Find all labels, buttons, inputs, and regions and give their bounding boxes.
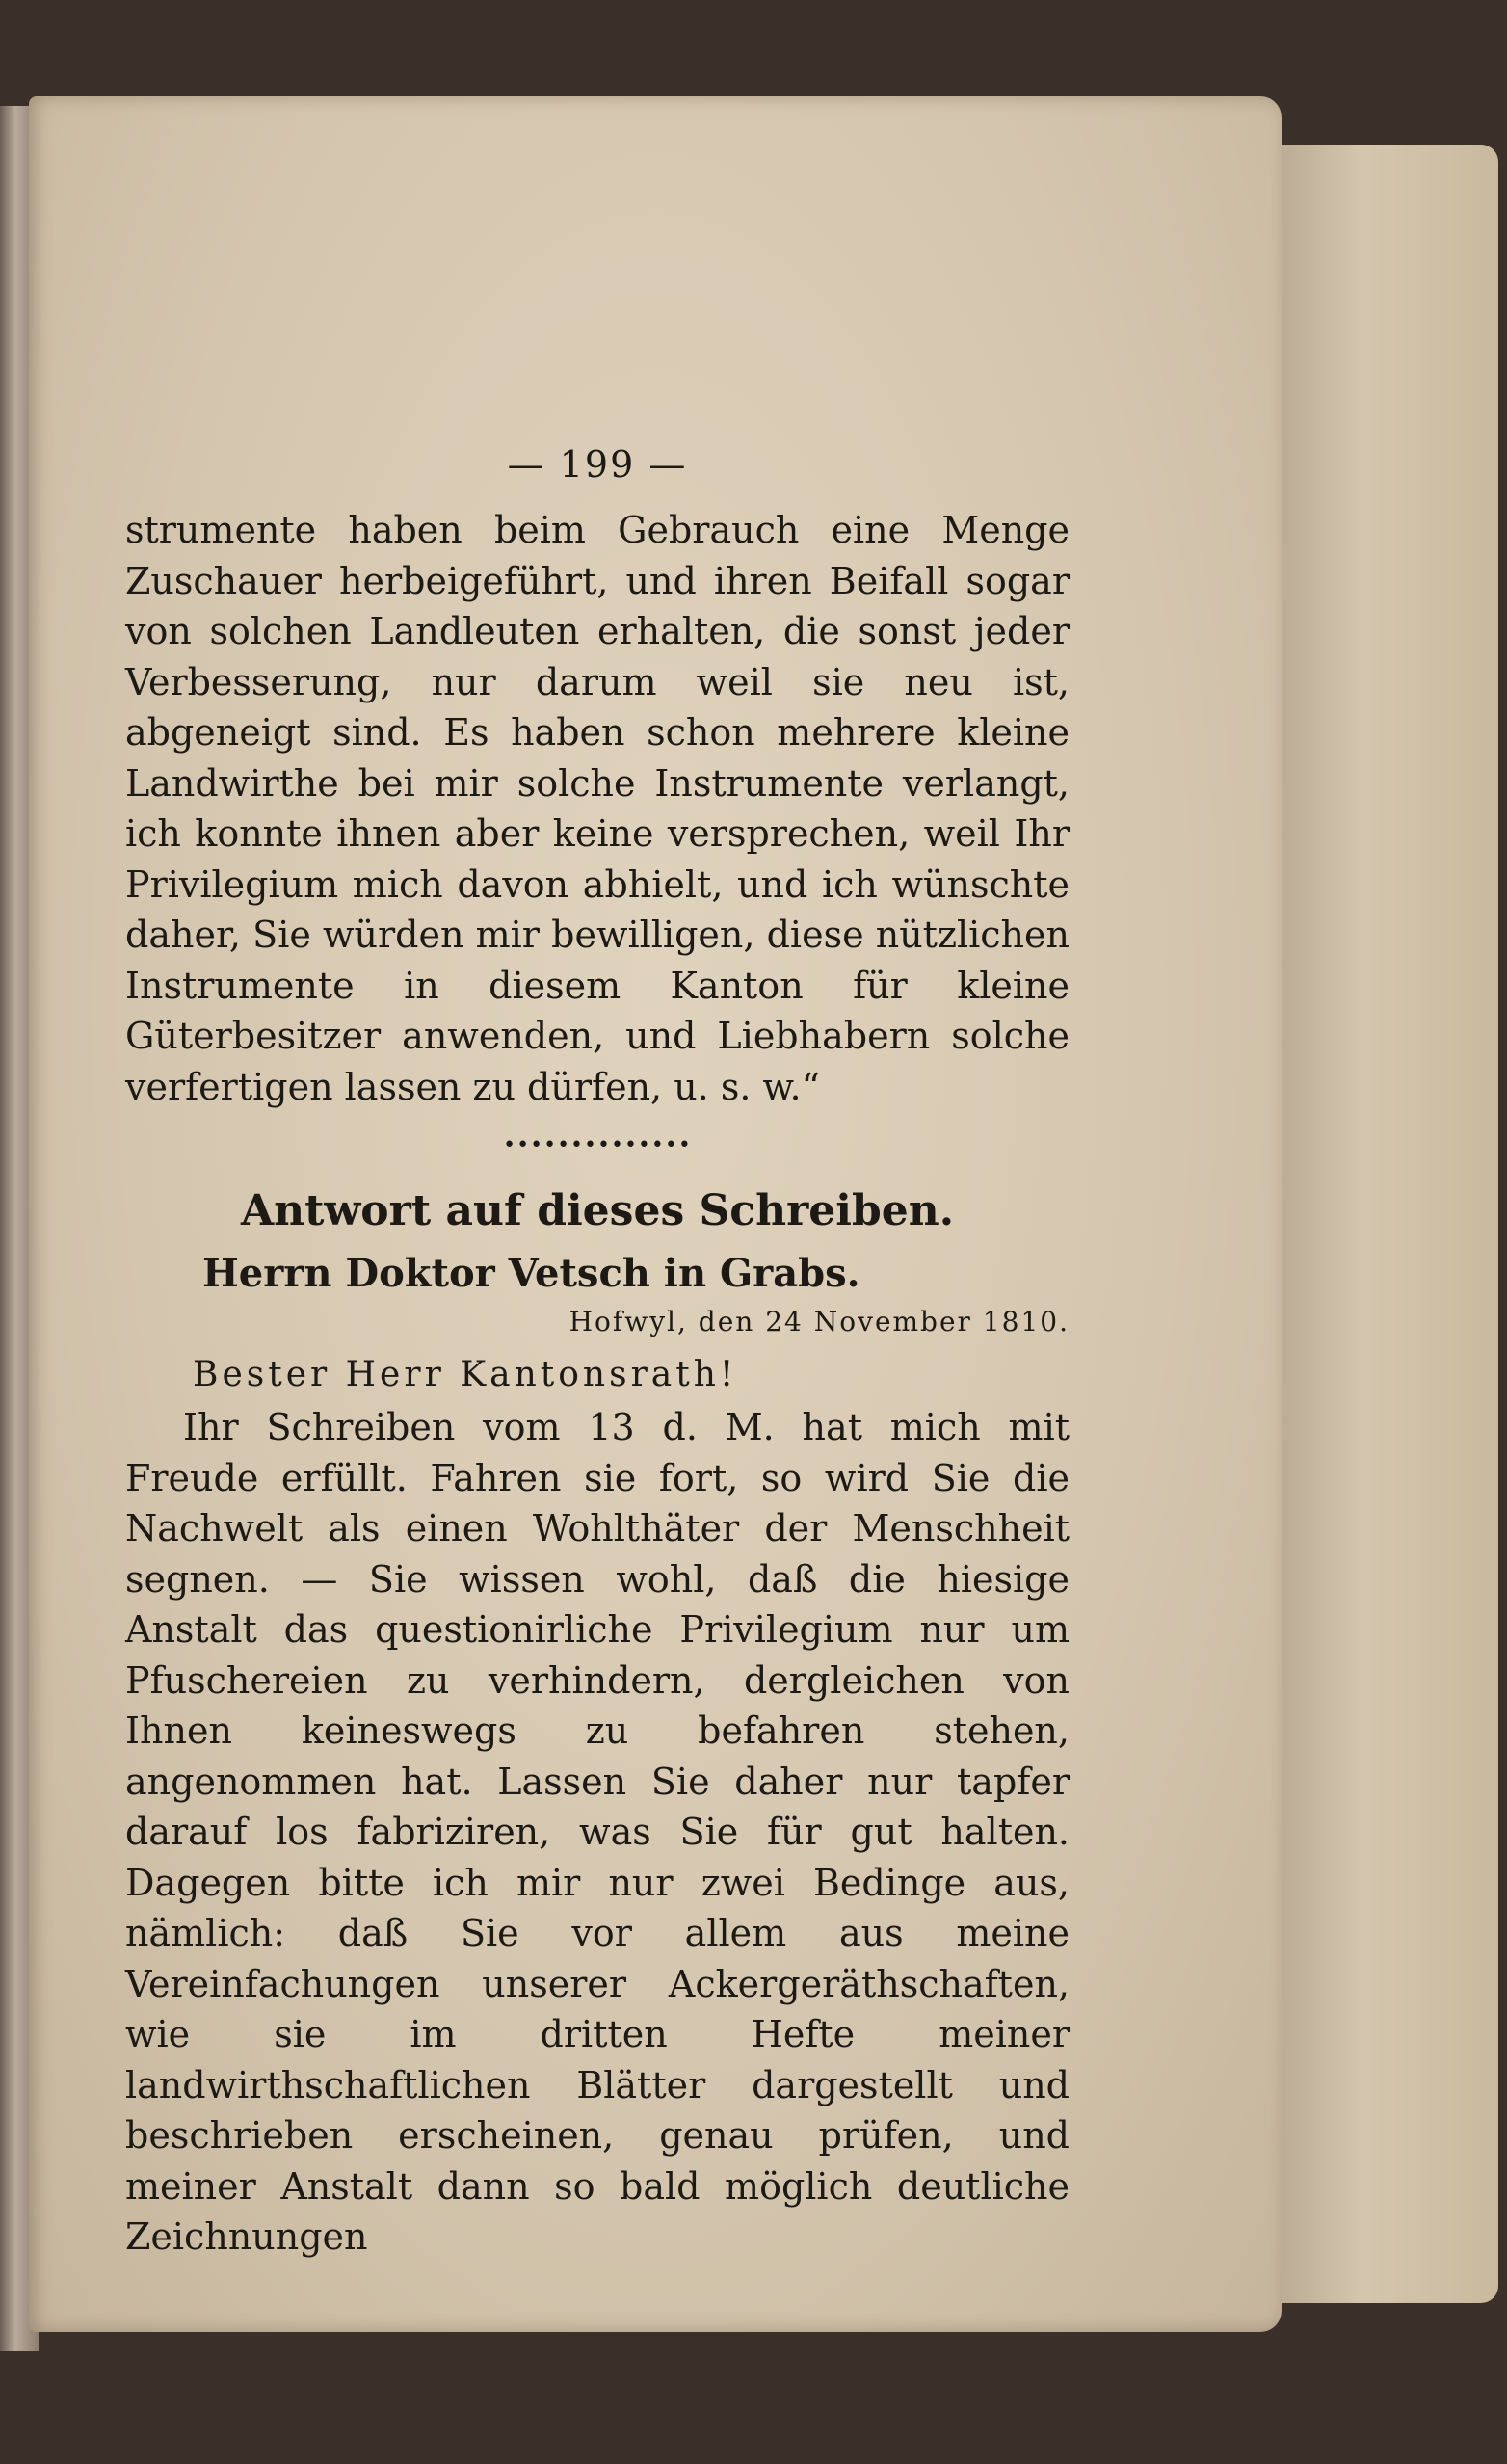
letter-address: Herrn Doktor Vetsch in Grabs. — [202, 1251, 860, 1296]
letter-salutation: Bester Herr Kantonsrath! — [193, 1355, 738, 1394]
page-number: — 199 — — [507, 443, 688, 486]
letter-date: Hofwyl, den 24 November 1810. — [568, 1306, 1070, 1338]
page-content — [125, 347, 1070, 2263]
section-divider: •••••••••••••• — [503, 1133, 692, 1157]
page-stack-edge — [1253, 145, 1498, 2303]
book-page — [29, 96, 1282, 2332]
letter-paragraph: strumente haben beim Gebrauch eine Menge Zuschauer herbeigeführt, und ihren Beifall sogar von solchen Landleuten erhalten, die sonst jeder Verbesserung, nur darum weil sie neu ist, abgeneigt sind. Es haben schon mehrere kleine Landwirthe bei mir solche Instrumente verlangt, ich konnte ihnen aber keine versprechen, weil Ihr Privilegium mich davon abhielt, und ich wünschte daher, Sie würden mir bewilligen, diese nützlichen Instrumente in diesem Kanton für kleine Güterbesitzer anwenden, und Liebhabern solche verfertigen lassen zu dürfen, u. s. w.“ — [125, 509, 1070, 1108]
section-heading: Antwort auf dieses Schreiben. — [240, 1186, 955, 1235]
reply-paragraph: Ihr Schreiben vom 13 d. M. hat mich mit Freude erfüllt. Fahren sie fort, so wird Sie die Nachwelt als einen Wohlthäter der Menschheit segnen. — Sie wissen wohl, daß die hiesige Anstalt das questionirliche Privilegium nur um Pfuschereien zu verhindern, dergleichen von Ihnen keineswegs zu befahren stehen, angenommen hat. Lassen Sie daher nur tapfer darauf los fabriziren, was Sie für gut halten. Dagegen bitte ich mir nur zwei Bedinge aus, nämlich: daß Sie vor allem aus meine Vereinfachungen unserer Ackergeräthschaften, wie sie im dritten Hefte meiner landwirthschaftlichen Blätter dargestellt und beschrieben erscheinen, genau prüfen, und meiner Anstalt dann so bald möglich deutliche Zeichnungen — [125, 1406, 1070, 2258]
